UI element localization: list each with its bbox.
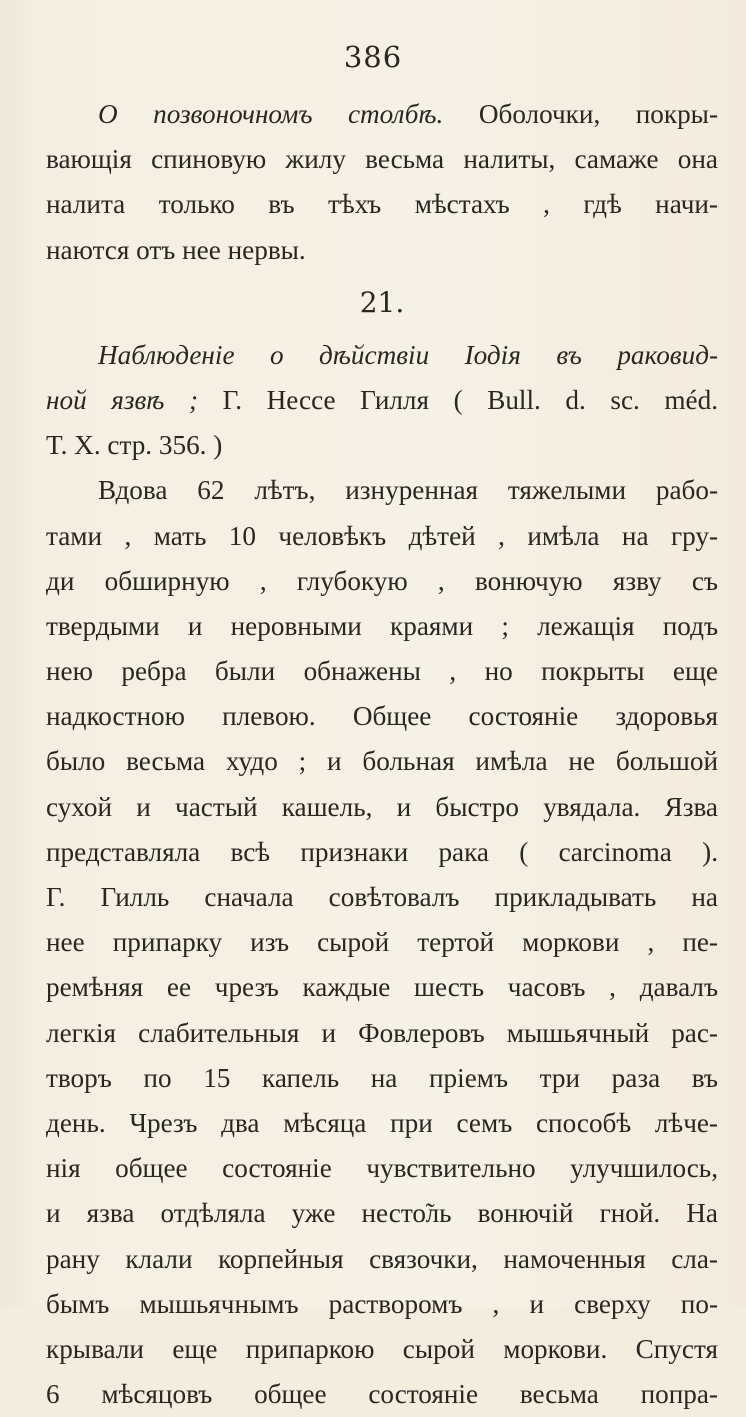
text-line: нія общее состояніе чувствительно улучшилось,	[46, 1153, 718, 1184]
title-citation: Г. Нессе Гилля ( Bull. d. sc. méd.	[198, 384, 718, 415]
text-line: бымъ мышьячнымъ растворомъ , и сверху по-	[46, 1288, 718, 1319]
paragraph-case-report	[46, 468, 718, 1417]
text-line: надкостною плевою. Общее состояніе здоровья	[46, 701, 718, 732]
page-body	[46, 92, 718, 1417]
text-line: нее припарку изъ сырой тертой моркови , пе-	[46, 927, 718, 958]
text-line: рану клали корпейныя связочки, намоченныя сла-	[46, 1243, 718, 1274]
text-line: налита только въ тѣхъ мѣстахъ , гдѣ начи-	[46, 189, 718, 220]
title-line: T. X. стр. 356. )	[46, 430, 223, 461]
text-line: ди обширную , глубокую , вонючую язву съ	[46, 565, 718, 596]
text-line: тами , мать 10 человѣкъ дѣтей , имѣла на гру-	[46, 520, 718, 551]
paragraph-spinal-column	[46, 92, 718, 273]
title-italic: ной язвѣ ;	[46, 384, 199, 415]
title-line: Наблюденіе о дѣйствіи Іодія въ раковид-	[98, 339, 718, 370]
text-line: крывали еще припаркою сырой моркови. Спустя	[46, 1333, 718, 1364]
heading-italic: О позвоночномъ столбѣ.	[98, 99, 444, 129]
text-line: Г. Гилль сначала совѣтовалъ прикладывать на	[46, 882, 718, 912]
article-title	[46, 333, 718, 469]
section-number: 21.	[359, 285, 405, 319]
text-line: вающія спиновую жилу весьма налиты, самаже она	[46, 144, 718, 175]
page-number: 386	[343, 40, 403, 74]
text-line: было весьма худо ; и больная имѣла не большой	[46, 746, 718, 777]
text-line: день. Чрезъ два мѣсяца при семъ способѣ лѣче-	[46, 1107, 718, 1138]
text-line: наются отъ нее нервы.	[46, 234, 306, 265]
text-line: твердыми и неровными краями ; лежащія подъ	[46, 610, 718, 641]
text-line: нею ребра были обнажены , но покрыты еще	[46, 656, 718, 687]
text-line	[46, 92, 718, 137]
text-line: ремѣняя ее чрезъ каждые шесть часовъ , давалъ	[46, 972, 718, 1003]
title-line	[46, 378, 718, 423]
text-line: и язва отдѣляла уже несто̃ль вонючій гной. На	[46, 1198, 718, 1229]
text-line: легкія слабительныя и Фовлеровъ мышьячный рас-	[46, 1017, 718, 1048]
text-line: Вдова 62 лѣтъ, изнуренная тяжелыми рабо-	[98, 475, 718, 506]
text-span: Оболочки, покры-	[443, 99, 718, 129]
text-line: 6 мѣсяцовъ общее состояніе весьма попра-	[46, 1379, 718, 1410]
text-line: сухой и частый кашель, и быстро увядала. Язва	[46, 791, 718, 822]
text-line: представляла всѣ признаки рака ( carcinoma ).	[46, 836, 718, 867]
text-line: творъ по 15 капель на пріемъ три раза въ	[46, 1062, 718, 1093]
